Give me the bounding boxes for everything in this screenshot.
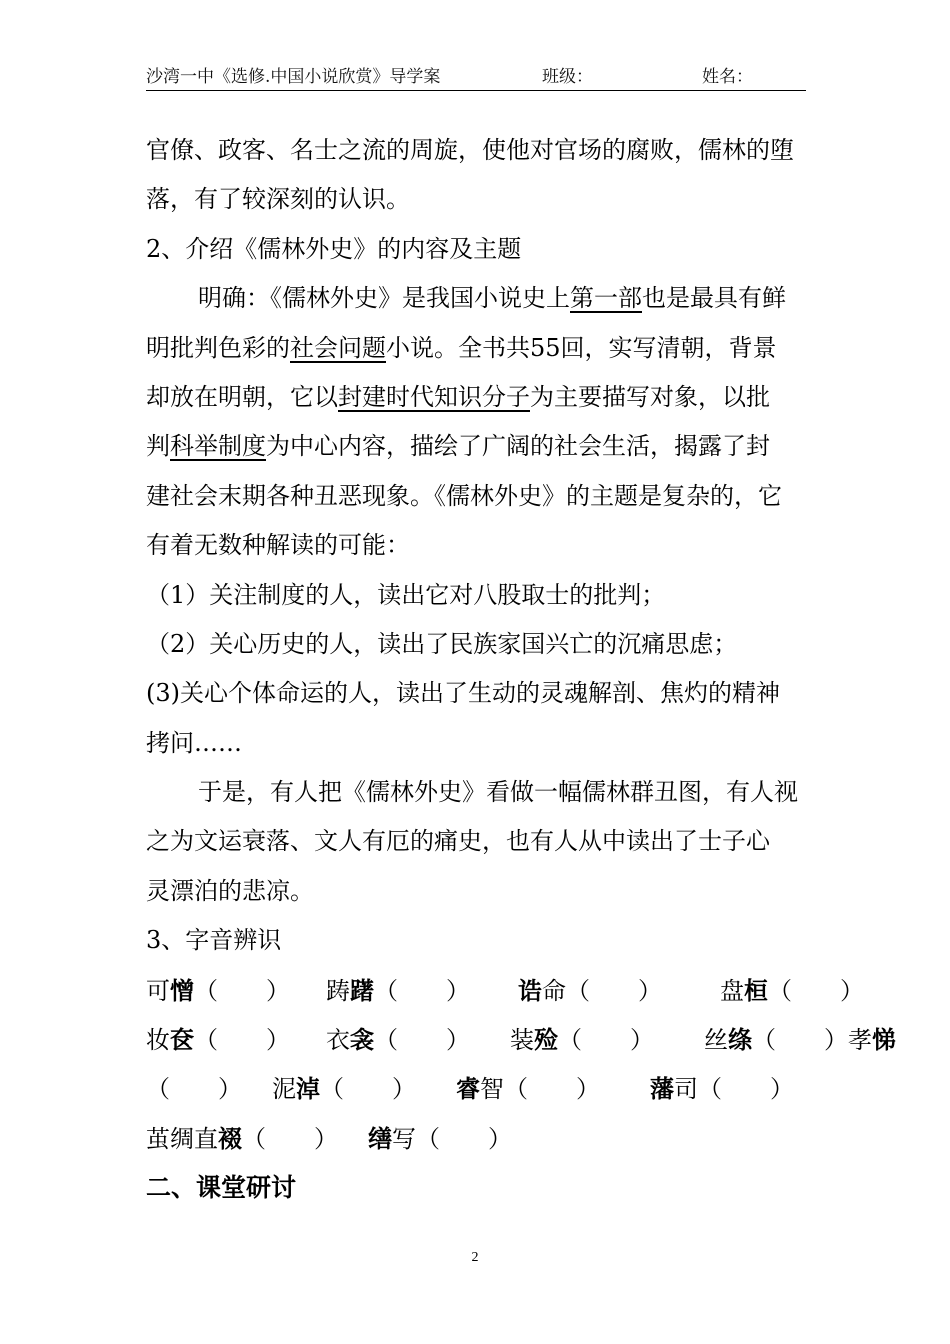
word-item-blank: （ ） — [146, 1075, 242, 1104]
word-item: 缮写（ ） — [368, 1123, 512, 1153]
paragraph-line: 于是，有人把《儒林外史》看做一幅儒林群丑图，有人视 — [198, 778, 798, 807]
text-run: 明批判色彩的 — [146, 333, 290, 362]
part-heading: 二、课堂研讨 — [146, 1173, 297, 1203]
header-class-label: 班级： — [542, 67, 593, 87]
underlined-term: 第一部 — [570, 284, 642, 313]
underlined-term: 封建时代知识分子 — [338, 382, 530, 411]
paragraph-line: 灵漂泊的悲凉。 — [146, 876, 314, 905]
word-item: 妆奁（ ） — [146, 1025, 290, 1055]
word-row — [146, 1015, 896, 1064]
paragraph-line — [146, 373, 812, 422]
underlined-term: 科举制度 — [170, 432, 266, 461]
text-run: 为主要描写对象，以批 — [530, 382, 770, 411]
word-item: 茧绸直裰（ ） — [146, 1123, 338, 1153]
text-run: 也是最具有鲜 — [642, 284, 786, 313]
paragraph-line — [146, 324, 812, 373]
text-run: 为中心内容，描绘了广阔的社会生活，揭露了封 — [266, 432, 770, 461]
underlined-term: 社会问题 — [290, 333, 386, 362]
word-row — [146, 1064, 812, 1113]
paragraph-line: 官僚、政客、名士之流的周旋，使他对官场的腐败，儒林的堕 — [146, 136, 794, 164]
paragraph-line: 落，有了较深刻的认识。 — [146, 185, 410, 214]
page-header — [146, 66, 806, 91]
header-name-label: 姓名： — [702, 67, 753, 87]
text-run: 判 — [146, 432, 170, 461]
document-body — [146, 126, 896, 1213]
word-item: 诰命（ ） — [518, 975, 662, 1005]
word-item: 泥淖（ ） — [272, 1074, 416, 1104]
paragraph-line: 有着无数种解读的可能： — [146, 531, 410, 560]
word-item: 装殓（ ） — [510, 1025, 654, 1055]
word-item: 孝悌 — [848, 1025, 896, 1055]
paragraph-line — [146, 274, 812, 323]
paragraph-line: 之为文运衰落、文人有厄的痛史，也有人从中读出了士子心 — [146, 827, 770, 856]
list-item: (3)关心个体命运的人，读出了生动的灵魂解剖、焦灼的精神 — [146, 679, 780, 708]
header-title: 沙湾一中《选修.中国小说欣赏》导学案 — [146, 67, 441, 87]
word-item: 藩司（ ） — [650, 1074, 794, 1104]
word-item: 盘桓（ ） — [720, 975, 864, 1005]
text-run: 明确：《儒林外史》是我国小说史上 — [198, 284, 570, 313]
word-item: 踌躇（ ） — [326, 975, 470, 1005]
paragraph-line — [146, 422, 812, 471]
page-number: 2 — [471, 1250, 479, 1265]
list-item: （1）关注制度的人，读出它对八股取士的批判； — [146, 580, 666, 609]
list-item: （2）关心历史的人，读出了民族家国兴亡的沉痛思虑； — [146, 629, 738, 658]
list-item-continued: 拷问…… — [146, 728, 242, 757]
word-item: 可憎（ ） — [146, 975, 290, 1005]
section-heading: 3、字音辨识 — [146, 926, 282, 955]
word-row — [146, 1114, 812, 1163]
word-item: 衣衾（ ） — [326, 1025, 470, 1055]
word-item: 丝绦（ ） — [704, 1025, 848, 1055]
paragraph-line: 建社会末期各种丑恶现象。《儒林外史》的主题是复杂的，它 — [146, 481, 782, 510]
section-heading: 2、介绍《儒林外史》的内容及主题 — [146, 234, 522, 263]
word-item: 睿智（ ） — [456, 1074, 600, 1104]
text-run: 小说。全书共55回，实写清朝，背景 — [386, 333, 777, 362]
text-run: 却放在明朝，它以 — [146, 382, 338, 411]
word-row — [146, 966, 864, 1015]
